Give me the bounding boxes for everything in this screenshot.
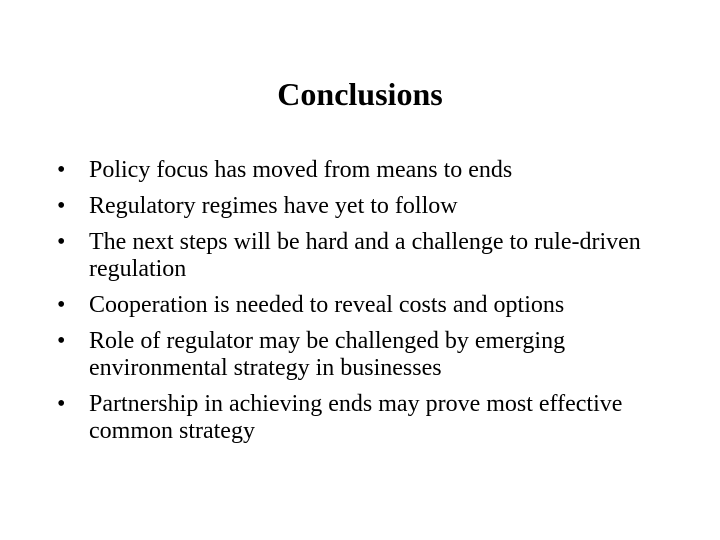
bullet-icon: • <box>57 292 66 318</box>
bullet-icon: • <box>57 229 66 255</box>
bullet-text: The next steps will be hard and a challenge to rule-driven regulation <box>89 229 641 282</box>
bullet-item <box>57 292 677 319</box>
bullet-text: Policy focus has moved from means to ends <box>89 157 513 183</box>
bullet-text: Regulatory regimes have yet to follow <box>89 193 458 219</box>
bullet-item <box>57 157 677 184</box>
bullet-icon: • <box>57 193 66 219</box>
bullet-icon: • <box>57 328 66 354</box>
bullet-icon: • <box>57 391 66 417</box>
bullet-icon: • <box>57 157 66 183</box>
bullet-item <box>57 391 677 445</box>
bullet-item <box>57 193 677 220</box>
bullet-text: Cooperation is needed to reveal costs and options <box>89 292 565 318</box>
bullet-list <box>57 157 677 454</box>
bullet-item <box>57 229 677 283</box>
bullet-text: Role of regulator may be challenged by emerging environmental strategy in businesses <box>89 328 566 381</box>
bullet-item <box>57 328 677 382</box>
bullet-text: Partnership in achieving ends may prove most effective common strategy <box>89 391 623 444</box>
slide-title: Conclusions <box>277 76 443 112</box>
